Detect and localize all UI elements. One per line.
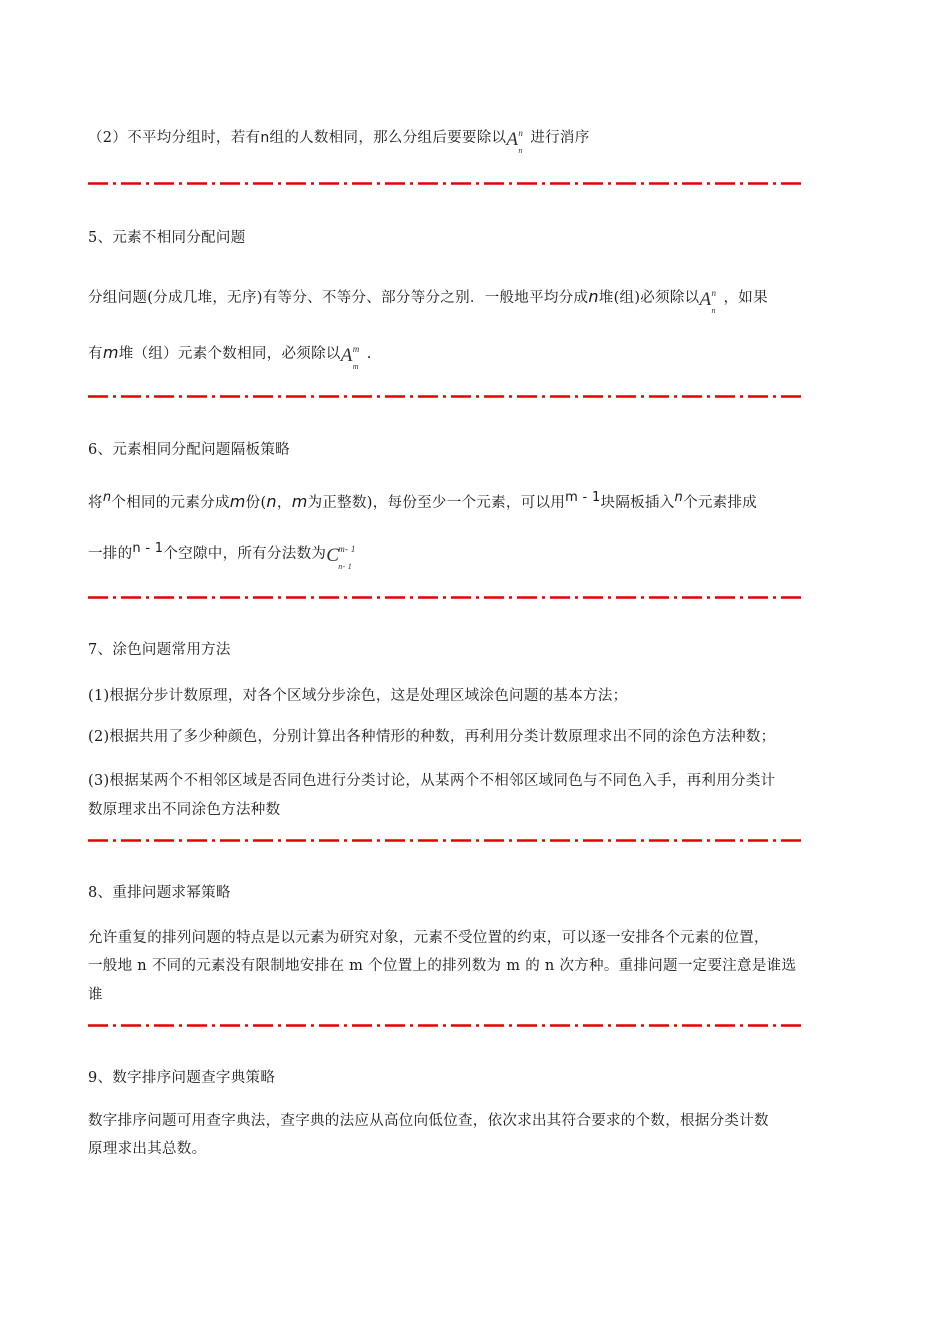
permutation-symbol: A m m xyxy=(340,344,360,371)
math-expr-m-minus-1: m - 1 xyxy=(565,490,601,505)
paragraph-uneven-grouping xyxy=(88,128,590,155)
permutation-symbol: A n n xyxy=(506,128,524,155)
text: 进行消序 xyxy=(530,130,590,146)
s5-line-2: 有m堆（组）元素个数相同，必须除以A m m . xyxy=(88,343,372,371)
heading-section-6: 6、元素相同分配问题隔板策略 xyxy=(88,442,290,458)
text: （2）不平均分组时，若有 xyxy=(88,130,261,146)
math-var-m: m xyxy=(229,492,246,511)
math-var-n: n xyxy=(674,490,684,505)
math-var-n: n xyxy=(588,287,599,306)
math-expr-n-minus-1: n - 1 xyxy=(132,541,164,556)
text: 组的人数相同，那么分组后要要除以 xyxy=(269,130,507,146)
s8-line-1: 允许重复的排列问题的特点是以元素为研究对象，元素不受位置的约束，可以逐一安排各个元素的位置， xyxy=(88,930,769,946)
math-var-n: n xyxy=(102,490,112,505)
s6-line-1: 将n个相同的元素分成m份(n，m为正整数)，每份至少一个元素，可以用m - 1块隔板插入n个元素排成 xyxy=(88,490,758,511)
s9-line-1: 数字排序问题可用查字典法，查字典的法应从高位向低位查，依次求出其符合要求的个数，根据分类计数 xyxy=(88,1113,769,1129)
section-divider xyxy=(88,839,806,842)
permutation-symbol: A n n xyxy=(699,288,717,315)
s7-line-3: (3)根据某两个不相邻区域是否同色进行分类讨论，从某两个不相邻区域同色与不同色入手，再利用分类计 xyxy=(88,773,776,789)
section-divider xyxy=(88,1024,806,1027)
s8-line-3: 谁 xyxy=(88,987,103,1003)
section-divider xyxy=(88,596,806,599)
s6-line-2: 一排的n - 1个空隙中，所有分法数为C m- 1 n- 1 xyxy=(88,544,360,567)
s8-line-2: 一般地 n 不同的元素没有限制地安排在 m 个位置上的排列数为 m 的 n 次方种。重排问题一定要注意是谁选 xyxy=(88,958,797,974)
s7-line-1: (1)根据分步计数原理，对各个区域分步涂色，这是处理区域涂色问题的基本方法； xyxy=(88,688,628,704)
s9-line-2: 原理求出其总数。 xyxy=(88,1141,207,1157)
s7-line-4: 数原理求出不同涂色方法种数 xyxy=(88,802,281,818)
s7-line-2: (2)根据共用了多少种颜色，分别计算出各种情形的种数，再利用分类计数原理求出不同的涂色方法种数； xyxy=(88,729,776,745)
section-divider xyxy=(88,395,806,398)
math-var-m: m xyxy=(291,492,308,511)
math-var-n: n xyxy=(260,130,270,146)
heading-section-9: 9、数字排序问题查字典策略 xyxy=(88,1070,276,1086)
heading-section-7: 7、涂色问题常用方法 xyxy=(88,642,231,658)
heading-section-5: 5、元素不相同分配问题 xyxy=(88,230,246,246)
section-divider xyxy=(88,182,806,185)
heading-section-8: 8、重排问题求幂策略 xyxy=(88,885,231,901)
math-var-m: m xyxy=(102,343,119,362)
s5-line-1: 分组问题(分成几堆，无序)有等分、不等分、部分等分之别．一般地平均分成n堆(组)必须除以A n n ，如果 xyxy=(88,287,768,315)
math-var-n: n xyxy=(266,492,277,511)
combination-symbol: C m- 1 n- 1 xyxy=(326,544,356,571)
